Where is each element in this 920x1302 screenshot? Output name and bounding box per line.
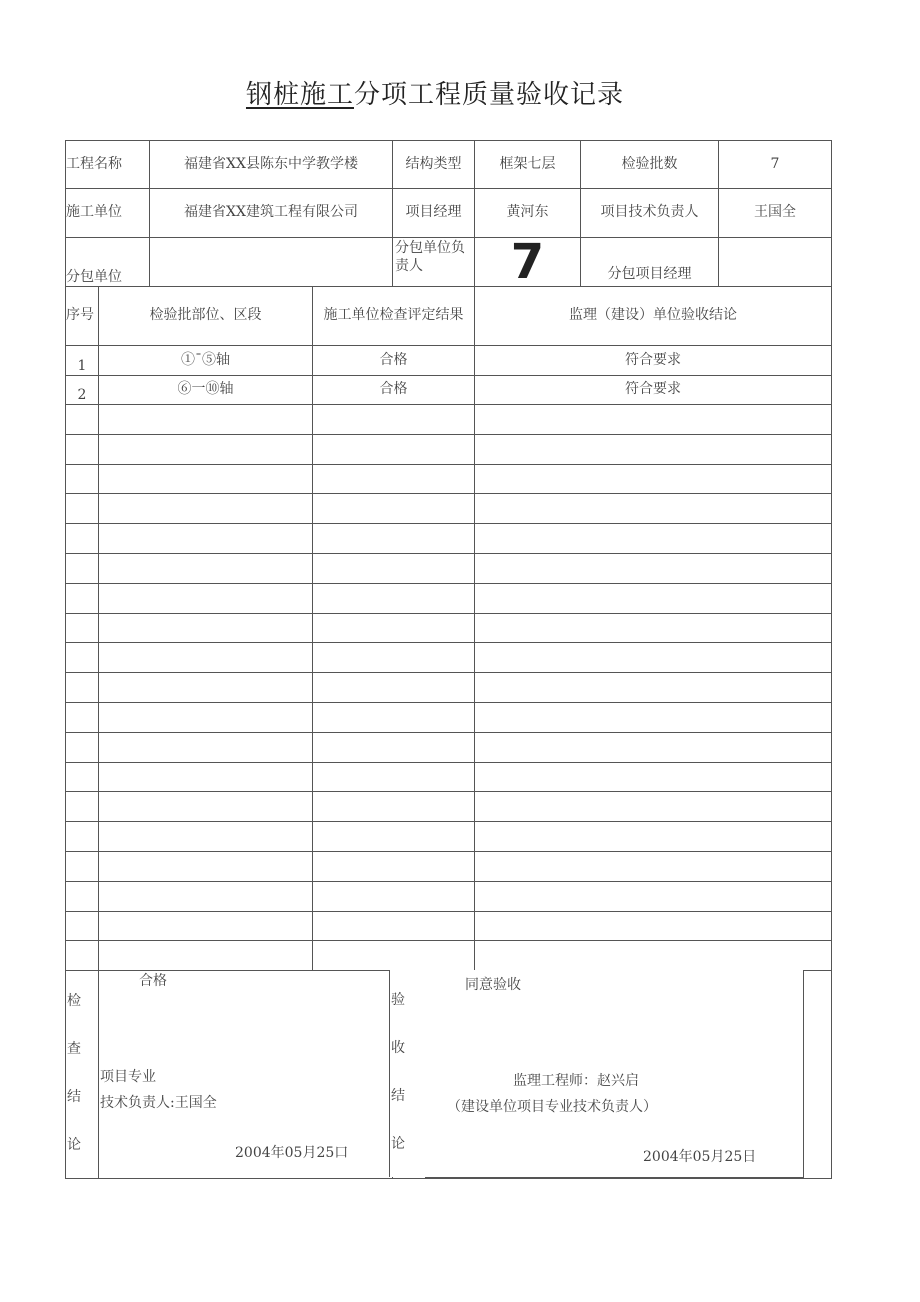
empty-seq-cell (66, 911, 99, 941)
empty-location-cell (99, 851, 313, 881)
empty-supervision-cell (475, 583, 832, 613)
empty-seq-cell (66, 643, 99, 673)
empty-self-check-cell (313, 494, 475, 524)
empty-seq-cell (66, 524, 99, 554)
empty-location-cell (99, 405, 313, 435)
empty-seq-cell (66, 941, 99, 971)
empty-location-cell (99, 941, 313, 971)
empty-self-check-cell (313, 732, 475, 762)
accept-label-char: 结 (391, 1088, 405, 1104)
empty-self-check-cell (313, 464, 475, 494)
accept-result: 同意验收 (465, 977, 521, 993)
accept-label-column (389, 970, 426, 1177)
batch-count-value: 7 (719, 141, 832, 189)
empty-supervision-cell (475, 613, 832, 643)
check-label-char: 检 (67, 993, 81, 1010)
accept-label-char: 验 (391, 992, 405, 1008)
project-name-value: 福建省XX县陈东中学教学楼 (150, 141, 393, 189)
empty-location-cell (99, 434, 313, 464)
empty-location-cell (99, 494, 313, 524)
accept-bottom-border (425, 1177, 804, 1178)
empty-table-row (66, 434, 832, 464)
project-name-label: 工程名称 (66, 141, 150, 189)
empty-supervision-cell (475, 643, 832, 673)
empty-table-row (66, 583, 832, 613)
accept-label-char: 收 (391, 1040, 405, 1056)
empty-table-row (66, 494, 832, 524)
accept-signer-line2: （建设单位项目专业技术负责人） (447, 1099, 657, 1115)
empty-table-row (66, 464, 832, 494)
empty-table-row (66, 822, 832, 852)
empty-supervision-cell (475, 851, 832, 881)
empty-seq-cell (66, 434, 99, 464)
empty-supervision-cell (475, 494, 832, 524)
empty-table-row (66, 762, 832, 792)
empty-supervision-cell (475, 553, 832, 583)
empty-seq-cell (66, 792, 99, 822)
empty-location-cell (99, 702, 313, 732)
empty-seq-cell (66, 762, 99, 792)
structure-type-value: 框架七层 (475, 141, 581, 189)
empty-seq-cell (66, 732, 99, 762)
empty-location-cell (99, 792, 313, 822)
empty-table-row (66, 732, 832, 762)
empty-table-row (66, 613, 832, 643)
batch-count-label: 检验批数 (581, 141, 719, 189)
table-row (66, 376, 832, 405)
empty-supervision-cell (475, 792, 832, 822)
empty-self-check-cell (313, 434, 475, 464)
empty-table-row (66, 881, 832, 911)
empty-self-check-cell (313, 524, 475, 554)
empty-self-check-cell (313, 583, 475, 613)
empty-seq-cell (66, 702, 99, 732)
empty-supervision-cell (475, 524, 832, 554)
empty-supervision-cell (475, 881, 832, 911)
empty-supervision-cell (475, 941, 832, 971)
empty-seq-cell (66, 881, 99, 911)
empty-table-row (66, 524, 832, 554)
empty-self-check-cell (313, 762, 475, 792)
col-seq-header: 序号 (66, 287, 99, 346)
empty-self-check-cell (313, 822, 475, 852)
empty-seq-cell (66, 851, 99, 881)
empty-seq-cell (66, 583, 99, 613)
row-self-check: 合格 (313, 346, 475, 376)
empty-table-row (66, 643, 832, 673)
row-seq: 1 (66, 346, 99, 376)
empty-location-cell (99, 553, 313, 583)
empty-location-cell (99, 673, 313, 703)
sub-pm-label: 分包项目经理 (581, 238, 719, 287)
sub-lead-value (475, 238, 581, 287)
col-supervision-header: 监理（建设）单位验收结论 (475, 287, 832, 346)
construction-unit-value: 福建省XX建筑工程有限公司 (150, 189, 393, 238)
row-seq: 2 (66, 376, 99, 405)
accept-label-char: 论 (391, 1136, 405, 1152)
check-signer-line2: 技术负责人:王国全 (100, 1095, 217, 1112)
project-manager-value: 黄河东 (475, 189, 581, 238)
check-label-char: 查 (67, 1041, 81, 1058)
check-date: 2004年05月25口 (235, 1145, 349, 1162)
empty-seq-cell (66, 822, 99, 852)
empty-table-row (66, 851, 832, 881)
sub-pm-value (719, 238, 832, 287)
empty-seq-cell (66, 673, 99, 703)
empty-supervision-cell (475, 464, 832, 494)
empty-seq-cell (66, 464, 99, 494)
page-title (0, 74, 870, 111)
empty-table-row (66, 405, 832, 435)
row-supervision: 符合要求 (475, 346, 832, 376)
table-row (66, 346, 832, 376)
empty-supervision-cell (475, 822, 832, 852)
empty-self-check-cell (313, 673, 475, 703)
check-label-char: 论 (67, 1137, 81, 1154)
check-signer-line1: 项目专业 (100, 1069, 156, 1086)
empty-location-cell (99, 613, 313, 643)
row-self-check: 合格 (313, 376, 475, 405)
empty-table-row (66, 941, 832, 971)
empty-location-cell (99, 911, 313, 941)
check-conclusion-body (99, 971, 393, 1179)
construction-unit-label: 施工单位 (66, 189, 150, 238)
structure-type-label: 结构类型 (393, 141, 475, 189)
empty-rows (66, 405, 832, 971)
empty-self-check-cell (313, 643, 475, 673)
empty-seq-cell (66, 405, 99, 435)
accept-date: 2004年05月25日 (643, 1149, 757, 1165)
project-manager-label: 项目经理 (393, 189, 475, 238)
empty-supervision-cell (475, 732, 832, 762)
empty-self-check-cell (313, 792, 475, 822)
empty-table-row (66, 911, 832, 941)
subcontractor-value (150, 238, 393, 287)
empty-location-cell (99, 643, 313, 673)
empty-self-check-cell (313, 553, 475, 583)
empty-supervision-cell (475, 702, 832, 732)
col-location-header: 检验批部位、区段 (99, 287, 313, 346)
row-supervision: 符合要求 (475, 376, 832, 405)
empty-location-cell (99, 464, 313, 494)
accept-conclusion-body (425, 970, 803, 1177)
check-conclusion-label (66, 971, 99, 1179)
empty-supervision-cell (475, 762, 832, 792)
title-rest: 分项工程质量验收记录 (354, 80, 625, 110)
empty-self-check-cell (313, 613, 475, 643)
empty-self-check-cell (313, 851, 475, 881)
empty-table-row (66, 673, 832, 703)
subcontractor-label: 分包单位 (66, 238, 150, 287)
empty-location-cell (99, 762, 313, 792)
title-underlined: 钢桩施工 (245, 80, 354, 110)
empty-self-check-cell (313, 405, 475, 435)
accept-right-border (803, 970, 804, 1178)
check-label-char: 结 (67, 1089, 81, 1106)
row-location: ①ˉ⑤轴 (99, 346, 313, 376)
row-location: ⑥一⑩轴 (99, 376, 313, 405)
empty-supervision-cell (475, 405, 832, 435)
empty-location-cell (99, 524, 313, 554)
empty-seq-cell (66, 553, 99, 583)
tech-lead-value: 王国全 (719, 189, 832, 238)
empty-self-check-cell (313, 881, 475, 911)
tech-lead-label: 项目技术负责人 (581, 189, 719, 238)
empty-location-cell (99, 583, 313, 613)
empty-location-cell (99, 822, 313, 852)
empty-table-row (66, 792, 832, 822)
empty-supervision-cell (475, 911, 832, 941)
empty-self-check-cell (313, 941, 475, 971)
empty-location-cell (99, 732, 313, 762)
empty-seq-cell (66, 613, 99, 643)
col-self-check-header: 施工单位检查评定结果 (313, 287, 475, 346)
empty-self-check-cell (313, 911, 475, 941)
handwritten-seven: 7 (510, 237, 545, 287)
empty-table-row (66, 553, 832, 583)
empty-seq-cell (66, 494, 99, 524)
empty-supervision-cell (475, 434, 832, 464)
empty-location-cell (99, 881, 313, 911)
check-result: 合格 (139, 973, 167, 990)
empty-self-check-cell (313, 702, 475, 732)
sub-lead-label: 分包单位负责人 (393, 238, 475, 287)
accept-signer-line1: 监理工程师：赵兴启 (513, 1073, 639, 1089)
empty-table-row (66, 702, 832, 732)
empty-supervision-cell (475, 673, 832, 703)
